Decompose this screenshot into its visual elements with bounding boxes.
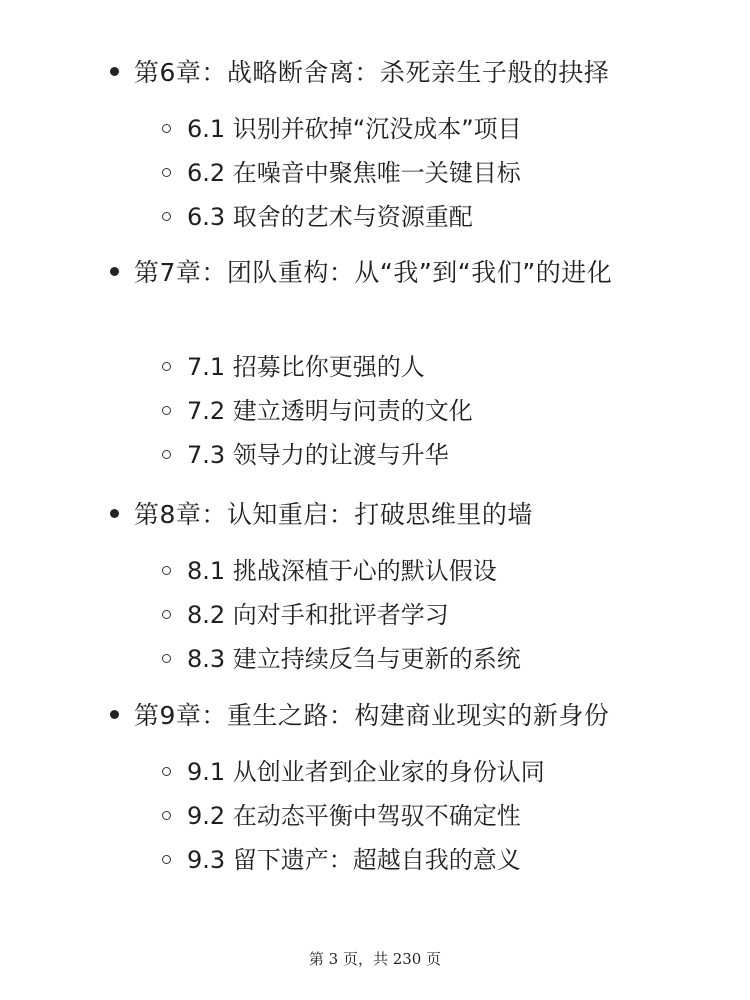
list-item: [162, 797, 662, 837]
circle-bullet-icon: [162, 212, 171, 221]
circle-bullet-icon: [162, 406, 171, 415]
circle-bullet-icon: [162, 124, 171, 133]
section-title: 7.3 领导力的让渡与升华: [187, 441, 449, 469]
section-title: 6.1 识别并砍掉“沉没成本”项目: [187, 115, 522, 143]
list-item: [162, 596, 662, 636]
circle-bullet-icon: [162, 855, 171, 864]
bullet-icon: [110, 267, 119, 276]
bullet-icon: [110, 509, 119, 518]
bullet-icon: [110, 67, 119, 76]
page-number: 第 3 页，共 230 页: [308, 950, 442, 968]
circle-bullet-icon: [162, 654, 171, 663]
list-item: [162, 154, 662, 194]
chapter-title: 第6章：战略断舍离：杀死亲生子般的抉择: [134, 58, 610, 87]
section-title: 8.3 建立持续反刍与更新的系统: [187, 645, 521, 673]
section-title: 8.2 向对手和批评者学习: [187, 601, 449, 629]
bullet-icon: [110, 710, 119, 719]
section-title: 8.1 挑战深植于心的默认假设: [187, 557, 497, 585]
section-title: 9.2 在动态平衡中驾驭不确定性: [187, 802, 521, 830]
list-item: [162, 640, 662, 680]
section-title: 9.1 从创业者到企业家的身份认同: [187, 758, 545, 786]
list-item: [162, 436, 662, 476]
chapter-title: 第8章：认知重启：打破思维里的墙: [134, 500, 533, 529]
list-item: [162, 841, 662, 881]
list-item: [162, 198, 662, 238]
list-item: [162, 552, 662, 592]
list-item: [162, 348, 662, 388]
circle-bullet-icon: [162, 362, 171, 371]
section-title: 7.1 招募比你更强的人: [187, 353, 425, 381]
circle-bullet-icon: [162, 767, 171, 776]
circle-bullet-icon: [162, 610, 171, 619]
circle-bullet-icon: [162, 566, 171, 575]
circle-bullet-icon: [162, 450, 171, 459]
chapter-title: 第7章：团队重构：从“我”到“我们”的进化: [134, 258, 613, 287]
section-title: 9.3 留下遗产：超越自我的意义: [187, 846, 521, 874]
chapter-title: 第9章：重生之路：构建商业现实的新身份: [134, 701, 610, 730]
list-item: [162, 110, 662, 150]
circle-bullet-icon: [162, 811, 171, 820]
section-title: 6.3 取舍的艺术与资源重配: [187, 203, 473, 231]
section-title: 6.2 在噪音中聚焦唯一关键目标: [187, 159, 521, 187]
list-item: [162, 753, 662, 793]
list-item: [162, 392, 662, 432]
circle-bullet-icon: [162, 168, 171, 177]
section-title: 7.2 建立透明与问责的文化: [187, 397, 473, 425]
